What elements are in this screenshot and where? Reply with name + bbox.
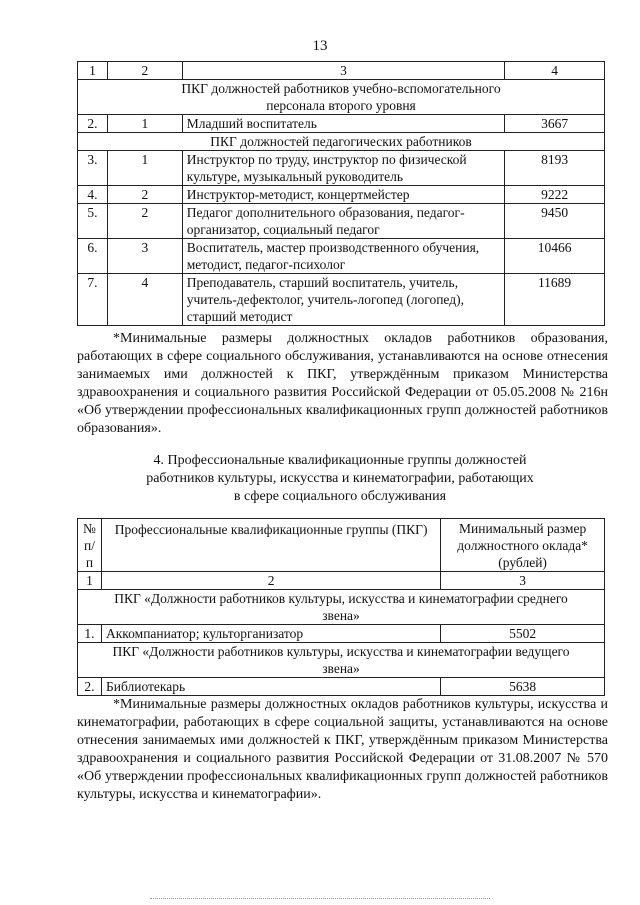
position-name: Библиотекарь: [101, 678, 440, 696]
position-name: Преподаватель, старший воспитатель, учитель, учитель-дефектолог, учитель-логопед (логопед), старший методист: [182, 274, 504, 326]
position-name: Младший воспитатель: [182, 115, 504, 133]
header-cell: 3: [182, 62, 504, 80]
salary-value: 9222: [505, 186, 605, 204]
salary-value: 11689: [505, 274, 605, 326]
page-number: 13: [312, 38, 328, 54]
qualification-level: 4: [107, 274, 182, 326]
salary-value: 5638: [441, 678, 605, 696]
row-number: 4.: [78, 186, 108, 204]
salary-table-culture: [77, 518, 605, 696]
section-title: ПКГ должностей педагогических работников: [78, 133, 605, 151]
position-name: Аккомпаниатор; культорганизатор: [101, 625, 440, 643]
salary-value: 5502: [441, 625, 605, 643]
salary-value: 3667: [505, 115, 605, 133]
footnote-education: [77, 330, 608, 438]
table-header-row: [78, 62, 605, 80]
salary-value: 8193: [505, 151, 605, 186]
salary-table-education: [77, 61, 605, 326]
footnote-text: *Минимальные размеры должностных окладов работников культуры, искусства и кинематографии, работающих в сфере социальной защиты, устанавливаются на основе отнесения занимаемых ими должностей к ПКГ, утверждённым приказом Министерства здравоохранения и социального развития Российской Федерации от 31.08.2007 № 570 «Об утверждении профессиональных квалификационных групп должностей работников культуры, искусства и кинематографии».: [77, 697, 608, 802]
position-name: Инструктор-методист, концертмейстер: [182, 186, 504, 204]
section-title: ПКГ «Должности работников культуры, искусства и кинематографии ведущего звена»: [78, 643, 605, 678]
row-number: 6.: [78, 239, 108, 274]
header-cell: 1: [78, 62, 108, 80]
heading-line: работников культуры, искусства и кинематографии, работающих: [146, 471, 534, 486]
section-row: [78, 643, 605, 678]
header-group: Профессиональные квалификационные группы (ПКГ): [101, 519, 440, 572]
table-row: [78, 186, 605, 204]
row-number: 1.: [78, 625, 102, 643]
section-row: [78, 80, 605, 115]
heading-line: 4. Профессиональные квалификационные группы должностей: [153, 453, 527, 468]
column-number: 3: [441, 572, 605, 590]
salary-value: 9450: [505, 204, 605, 239]
salary-value: 10466: [505, 239, 605, 274]
table-header-row: [78, 519, 605, 572]
footnote-text: *Минимальные размеры должностных окладов работников образования, работающих в сфере социального обслуживания, устанавливаются на основе отнесения занимаемых ими должностей к ПКГ, утверждённым приказом Министерства здравоохранения и социального развития Российской Федерации от 05.05.2008 № 216н «Об утверждении профессиональных квалификационных групп должностей работников образования».: [77, 331, 608, 436]
position-name: Инструктор по труду, инструктор по физической культуре, музыкальный руководитель: [182, 151, 504, 186]
qualification-level: 1: [107, 151, 182, 186]
table-row: [78, 678, 605, 696]
qualification-level: 2: [107, 186, 182, 204]
header-cell: 2: [107, 62, 182, 80]
header-cell: 4: [505, 62, 605, 80]
header-num: № п/п: [78, 519, 102, 572]
table-row: [78, 274, 605, 326]
footnote-culture: [77, 696, 608, 804]
heading-line: в сфере социального обслуживания: [233, 489, 447, 504]
table-row: [78, 151, 605, 186]
row-number: 5.: [78, 204, 108, 239]
table-row: [78, 625, 605, 643]
page-bottom-divider: [150, 898, 490, 899]
column-number: 2: [101, 572, 440, 590]
row-number: 3.: [78, 151, 108, 186]
row-number: 2.: [78, 678, 102, 696]
column-number-row: [78, 572, 605, 590]
section-4-heading: [90, 452, 590, 506]
section-row: [78, 590, 605, 625]
table-row: [78, 115, 605, 133]
header-salary: Минимальный размер должностного оклада* (рублей): [441, 519, 605, 572]
section-row: [78, 133, 605, 151]
section-title: ПКГ должностей работников учебно-вспомогательного персонала второго уровня: [78, 80, 605, 115]
qualification-level: 3: [107, 239, 182, 274]
column-number: 1: [78, 572, 102, 590]
row-number: 2.: [78, 115, 108, 133]
row-number: 7.: [78, 274, 108, 326]
table-row: [78, 239, 605, 274]
qualification-level: 2: [107, 204, 182, 239]
position-name: Воспитатель, мастер производственного обучения, методист, педагог-психолог: [182, 239, 504, 274]
position-name: Педагог дополнительного образования, педагог-организатор, социальный педагог: [182, 204, 504, 239]
section-title: ПКГ «Должности работников культуры, искусства и кинематографии среднего звена»: [78, 590, 605, 625]
qualification-level: 1: [107, 115, 182, 133]
table-row: [78, 204, 605, 239]
